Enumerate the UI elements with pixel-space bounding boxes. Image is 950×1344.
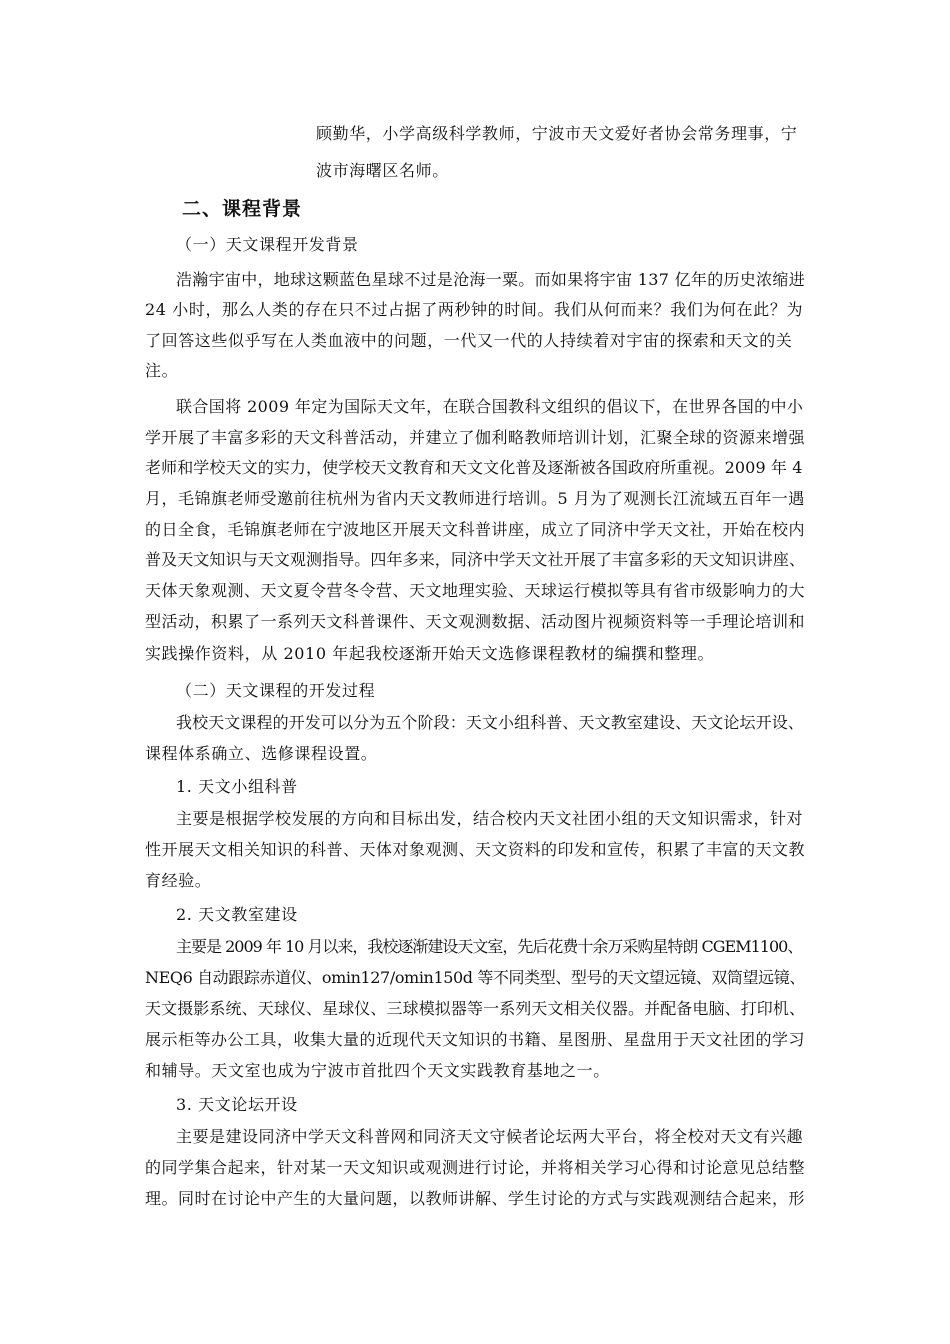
author-bio-line (316, 161, 449, 181)
paragraph-line: 月，毛锦旗老师受邀前往杭州为省内天文教师进行培训。5 月为了观测长江流域五百年一遇 (145, 489, 805, 508)
subsection-heading: （二）天文课程的开发过程 (176, 681, 376, 700)
paragraph-line: 天体天象观测、天文夏令营冬令营、天文地理实验、天球运行模拟等具有省市级影响力的大 (145, 581, 806, 600)
paragraph-line: 普及天文知识与天文观测指导。四年多来，同济中学天文社开展了丰富多彩的天文知识讲座、 (145, 550, 806, 569)
author-bio-text: 波市海曙区名师。 (316, 161, 449, 180)
paragraph-line: 实践操作资料，从 2010 年起我校逐渐开始天文选修课程教材的编撰和整理。 (145, 644, 715, 663)
author-bio-text: 顾勤华，小学高级科学教师，宁波市天文爱好者协会常务理事，宁 (316, 124, 798, 143)
paragraph-line: 型活动，积累了一系列天文科普课件、天文观测数据、活动图片视频资料等一手理论培训和 (145, 612, 806, 631)
paragraph-line: 的同学集合起来，针对某一天文知识或观测进行讨论，并将相关学习心得和讨论意见总结整 (145, 1158, 806, 1177)
paragraph-line: 浩瀚宇宙中，地球这颗蓝色星球不过是沧海一粟。而如果将宇宙 137 亿年的历史浓缩进 (176, 270, 806, 289)
section-heading: 二、课程背景 (182, 198, 303, 220)
stage-heading: 2. 天文教室建设 (176, 905, 298, 924)
paragraph-line: 老师和学校天文的实力，使学校天文教育和天文文化普及逐渐被各国政府所重视。2009 年 4 (145, 458, 803, 477)
paragraph-line: 24 小时，那么人类的存在只不过占据了两秒钟的时间。我们从何而来？我们为何在此？为 (145, 300, 804, 319)
paragraph-line: 主要是建设同济中学天文科普网和同济天文守候者论坛两大平台，将全校对天文有兴趣 (176, 1127, 804, 1146)
paragraph-line: 主要是 2009 年 10 月以来，我校逐渐建设天文室，先后花费十余万采购星特朗 CGEM1100、 (176, 937, 803, 956)
author-bio-line (316, 124, 804, 144)
paragraph-line: 我校天文课程的开发可以分为五个阶段：天文小组科普、天文教室建设、天文论坛开设、 (176, 713, 804, 732)
paragraph-line: 了回答这些似乎写在人类血液中的问题，一代又一代的人持续着对宇宙的探索和天文的关 (145, 331, 793, 350)
paragraph-line: 性开展天文相关知识的科普、天体对象观测、天文资料的印发和宣传，积累了丰富的天文教 (145, 840, 806, 859)
paragraph-line: 学开展了丰富多彩的天文科普活动，并建立了伽利略教师培训计划，汇聚全球的资源来增强 (145, 428, 806, 447)
paragraph-line: 注。 (145, 361, 179, 380)
paragraph-line: 天文摄影系统、天球仪、星球仪、三球模拟器等一系列天文相关仪器。并配备电脑、打印机、 (145, 999, 806, 1018)
stage-heading: 3. 天文论坛开设 (176, 1095, 298, 1114)
paragraph-line: 育经验。 (145, 871, 212, 890)
stage-heading: 1. 天文小组科普 (176, 777, 298, 796)
paragraph-line: 和辅导。天文室也成为宁波市首批四个天文实践教育基地之一。 (145, 1061, 610, 1080)
paragraph-line: NEQ6 自动跟踪赤道仪、omin127/omin150d 等不同类型、型号的天文望远镜、双筒望远镜、 (145, 968, 805, 987)
subsection-heading: （一）天文课程开发背景 (176, 235, 359, 254)
paragraph-line: 展示柜等办公工具，收集大量的近现代天文知识的书籍、星图册、星盘用于天文社团的学习 (145, 1030, 806, 1049)
paragraph-line: 的日全食，毛锦旗老师在宁波地区开展天文科普讲座，成立了同济中学天文社，开始在校内 (145, 520, 806, 539)
paragraph-line: 理。同时在讨论中产生的大量问题，以教师讲解、学生讨论的方式与实践观测结合起来，形 (145, 1189, 806, 1208)
paragraph-line: 主要是根据学校发展的方向和目标出发，结合校内天文社团小组的天文知识需求，针对 (176, 809, 804, 828)
paragraph-line: 联合国将 2009 年定为国际天文年，在联合国教科文组织的倡议下，在世界各国的中小 (176, 397, 804, 416)
paragraph-line: 课程体系确立、选修课程设置。 (145, 744, 378, 763)
